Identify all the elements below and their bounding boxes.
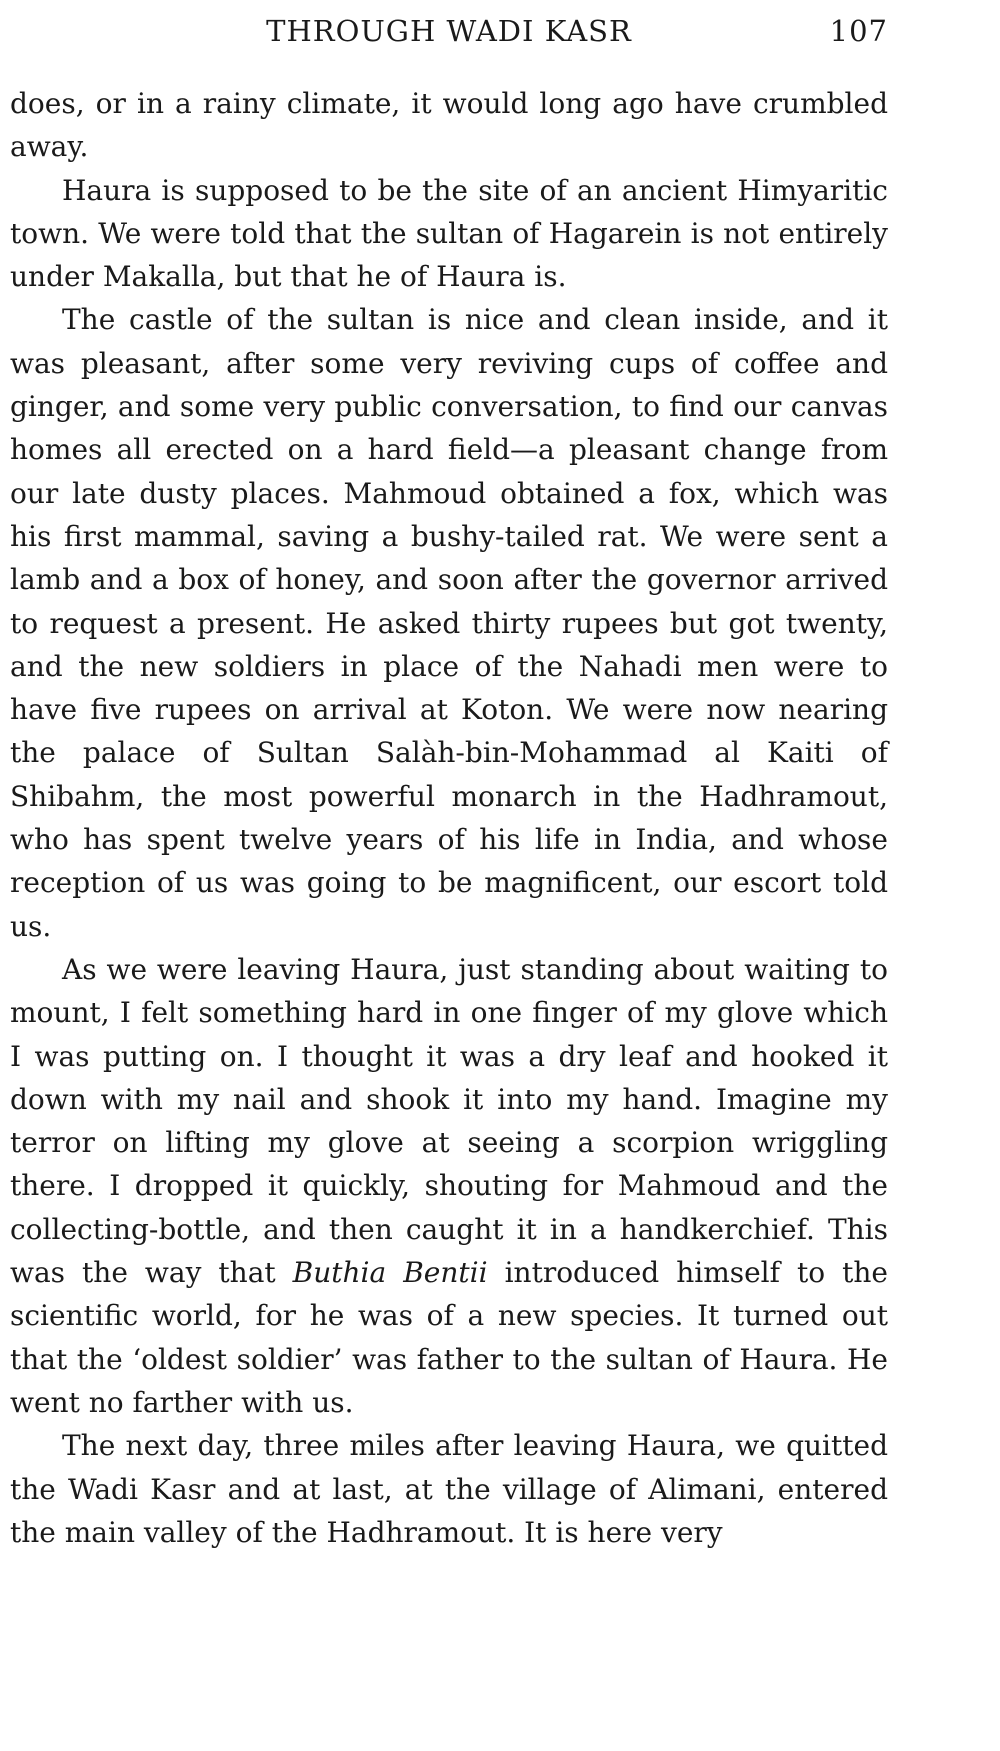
- page-number: 107: [829, 14, 888, 48]
- paragraph-haura-site: Haura is supposed to be the site of an ancient Himyaritic town. We were told that the sultan of Hagarein is not entirely under Makalla, but that he of Haura is.: [10, 173, 888, 294]
- paragraph-scorpion: [10, 948, 888, 1424]
- paragraph-next-day: The next day, three miles after leaving Haura, we quitted the Wadi Kasr and at last, at the village of Alimani, entered the main valley of the Hadhramout. It is here very: [10, 1429, 888, 1549]
- paragraph-continuation: does, or in a rainy climate, it would long ago have crumbled away.: [10, 87, 888, 164]
- paragraph-castle: The castle of the sultan is nice and clean inside, and it was pleasant, after some very reviving cups of coffee and ginger, and some very public conversation, to find our canvas homes all erected on a hard field—a pleasant change from our late dusty places. Mahmoud obtained a fox, which was his first mammal, saving a bushy-tailed rat. We were sent a lamb and a box of honey, and soon after the governor arrived to request a present. He asked thirty rupees but got twenty, and the new soldiers in place of the Nahadi men were to have five rupees on arrival at Koton. We were now nearing the palace of Sultan Salàh-bin-Mohammad al Kaiti of Shibahm, the most powerful monarch in the Hadhramout, who has spent twelve years of his life in India, and whose reception of us was going to be magnificent, our escort told us.: [10, 303, 888, 943]
- running-title: THROUGH WADI KASR: [266, 14, 632, 48]
- scorpion-text-after: introduced himself to the scientific world, for he was of a new species. It turned out that the ‘oldest soldier’ was father to the sultan of Haura. He went no farther with us.: [10, 1256, 888, 1419]
- body-text: [10, 82, 888, 1554]
- scorpion-text-before: As we were leaving Haura, just standing about waiting to mount, I felt something hard in one finger of my glove which I was putting on. I thought it was a dry leaf and hooked it down with my nail and shook it into my hand. Imagine my terror on lifting my glove at seeing a scorpion wriggling there. I dropped it quickly, shouting for Mahmoud and the collecting-bottle, and then caught it in a handkerchief. This was the way that: [10, 952, 888, 1290]
- running-head: [10, 14, 888, 54]
- species-name: Buthia Bentii: [292, 1256, 488, 1290]
